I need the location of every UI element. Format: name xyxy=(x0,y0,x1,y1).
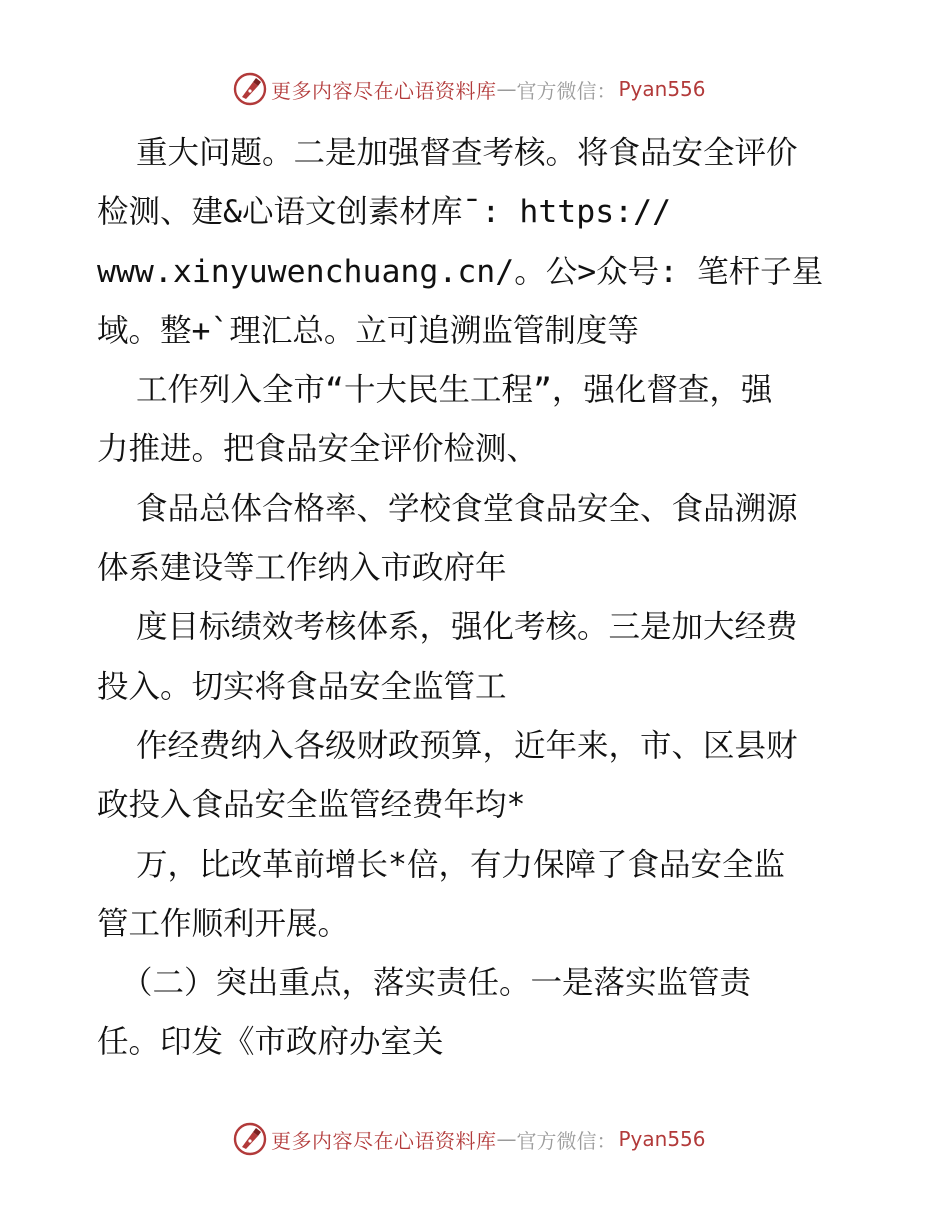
watermark-wechat-label: 官方微信： xyxy=(516,1128,617,1153)
text-line: 检测、建&心语文创素材库¯: https:// xyxy=(97,194,672,231)
text-line: 力推进。把食品安全评价检测、 xyxy=(97,431,539,468)
text-line: 工作列入全市“十大民生工程”，强化督查，强 xyxy=(136,372,773,409)
paragraph xyxy=(97,717,867,836)
watermark-separator: — xyxy=(496,1127,517,1151)
watermark-wechat-id: Pyan556 xyxy=(618,77,706,101)
footer-watermark xyxy=(233,1122,713,1156)
paragraph xyxy=(97,598,867,717)
watermark-separator: — xyxy=(496,77,517,101)
watermark-site-text: 更多内容尽在心语资料库 xyxy=(271,1128,497,1153)
text-line: 食品总体合格率、学校食堂食品安全、食品溯源 xyxy=(136,490,798,527)
paragraph xyxy=(97,361,867,480)
text-line: 政投入食品安全监管经费年均* xyxy=(97,787,526,824)
paragraph xyxy=(97,124,867,361)
watermark-wechat-id: Pyan556 xyxy=(618,1127,706,1151)
pen-nib-circle-icon xyxy=(233,72,267,106)
text-line: 域。整+`理汇总。立可追溯监管制度等 xyxy=(97,312,639,349)
text-line: 管工作顺利开展。 xyxy=(97,905,350,942)
text-line: 重大问题。二是加强督查考核。将食品安全评价 xyxy=(136,135,798,171)
text-line: 作经费纳入各级财政预算，近年来，市、区县财 xyxy=(136,727,798,764)
text-line: 投入。切实将食品安全监管工 xyxy=(97,668,507,705)
paragraph xyxy=(97,954,867,1073)
paragraph xyxy=(97,480,867,599)
text-line: （二）突出重点，落实责任。一是落实监管责 xyxy=(121,965,752,1002)
text-line: 任。印发《市政府办室关 xyxy=(97,1024,444,1061)
watermark-wechat-label: 官方微信： xyxy=(516,78,617,103)
header-watermark xyxy=(233,72,713,106)
text-line: www.xinyuwenchuang.cn/。公>众号: 笔杆子星 xyxy=(97,253,824,290)
text-line: 度目标绩效考核体系，强化考核。三是加大经费 xyxy=(136,609,798,646)
document-body xyxy=(97,124,867,1073)
paragraph xyxy=(97,836,867,955)
watermark-site-text: 更多内容尽在心语资料库 xyxy=(271,78,497,103)
pen-nib-circle-icon xyxy=(233,1122,267,1156)
text-line: 万，比改革前增长*倍，有力保障了食品安全监 xyxy=(136,846,785,883)
text-line: 体系建设等工作纳入市政府年 xyxy=(97,550,507,587)
